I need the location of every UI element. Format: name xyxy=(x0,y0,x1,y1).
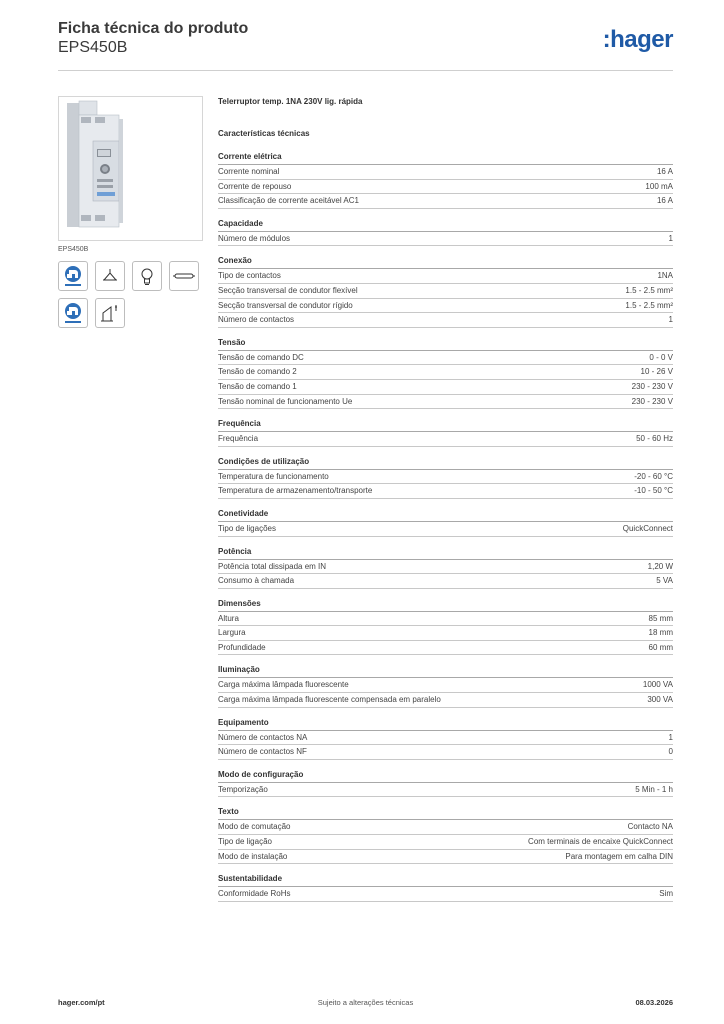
spec-group xyxy=(218,509,673,537)
hager-logo: :hager xyxy=(602,26,673,53)
page-title: Ficha técnica do produto xyxy=(58,20,249,37)
spec-label: Tensão de comando 2 xyxy=(218,367,297,377)
spec-group-title: Capacidade xyxy=(218,219,673,232)
spec-row xyxy=(218,835,673,850)
spec-row xyxy=(218,612,673,627)
spec-row xyxy=(218,313,673,328)
spec-row xyxy=(218,299,673,314)
spec-group xyxy=(218,152,673,209)
spec-value: 10 - 26 V xyxy=(640,367,673,377)
spec-label: Tipo de contactos xyxy=(218,271,281,281)
spec-label: Número de contactos NF xyxy=(218,747,307,757)
spec-row xyxy=(218,470,673,485)
spec-value: 1 xyxy=(668,233,673,243)
spec-label: Tensão de comando 1 xyxy=(218,381,297,391)
spec-label: Temperatura de funcionamento xyxy=(218,471,329,481)
spec-value: 230 - 230 V xyxy=(631,396,673,406)
tech-characteristics-title: Características técnicas xyxy=(218,129,310,138)
spec-row xyxy=(218,380,673,395)
spec-row xyxy=(218,887,673,902)
spec-value: 1,20 W xyxy=(647,561,673,571)
spec-label: Modo de comutação xyxy=(218,822,291,832)
product-image xyxy=(58,96,203,241)
spec-value: 300 VA xyxy=(647,695,673,705)
spec-group-title: Potência xyxy=(218,547,673,560)
spec-label: Carga máxima lâmpada fluorescente xyxy=(218,680,349,690)
spec-value: 60 mm xyxy=(648,642,673,652)
spec-value: 100 mA xyxy=(645,181,673,191)
spec-label: Temperatura de armazenamento/transporte xyxy=(218,486,373,496)
spec-label: Número de contactos NA xyxy=(218,732,308,742)
spec-label: Temporização xyxy=(218,784,268,794)
spec-sheet xyxy=(218,97,673,902)
footer-note: Sujeito a alterações técnicas xyxy=(317,998,414,1007)
spec-value: 1.5 - 2.5 mm² xyxy=(625,285,673,295)
spec-value: 0 - 0 V xyxy=(649,352,673,362)
spec-value: 5 Min - 1 h xyxy=(635,784,673,794)
spec-value: Para montagem em calha DIN xyxy=(565,851,673,861)
spec-row xyxy=(218,395,673,410)
feature-icons xyxy=(58,261,208,328)
spec-group-title: Dimensões xyxy=(218,599,673,612)
spec-group-title: Condições de utilização xyxy=(218,457,673,470)
spec-row xyxy=(218,351,673,366)
spec-value: 50 - 60 Hz xyxy=(636,434,673,444)
spec-value: 1.5 - 2.5 mm² xyxy=(625,300,673,310)
spec-group xyxy=(218,419,673,447)
spec-value: 5 VA xyxy=(656,576,673,586)
quickconnect-icon xyxy=(58,261,88,291)
spec-row xyxy=(218,180,673,195)
spec-label: Carga máxima lâmpada fluorescente compensada em paralelo xyxy=(218,695,441,705)
push-button-icon xyxy=(95,261,125,291)
spec-value: 230 - 230 V xyxy=(631,381,673,391)
spec-group-title: Modo de configuração xyxy=(218,770,673,783)
spec-label: Tensão de comando DC xyxy=(218,352,304,362)
spec-group xyxy=(218,457,673,499)
spec-group xyxy=(218,219,673,247)
spec-group-title: Sustentabilidade xyxy=(218,874,673,887)
spec-label: Tipo de ligação xyxy=(218,837,272,847)
spec-row xyxy=(218,560,673,575)
spec-value: 1 xyxy=(668,315,673,325)
spec-group xyxy=(218,874,673,902)
spec-value: 1 xyxy=(668,732,673,742)
spec-label: Secção transversal de condutor rígido xyxy=(218,300,353,310)
spec-label: Altura xyxy=(218,613,239,623)
spec-group xyxy=(218,547,673,589)
quickconnect-icon xyxy=(58,298,88,328)
spec-group-title: Equipamento xyxy=(218,718,673,731)
spec-row xyxy=(218,678,673,693)
spec-row xyxy=(218,284,673,299)
spec-value: 18 mm xyxy=(648,628,673,638)
spec-value: Contacto NA xyxy=(627,822,673,832)
timer-switch-icon xyxy=(95,298,125,328)
spec-label: Número de contactos xyxy=(218,315,295,325)
spec-group-title: Conexão xyxy=(218,256,673,269)
spec-row xyxy=(218,820,673,835)
spec-row xyxy=(218,731,673,746)
spec-label: Frequência xyxy=(218,434,259,444)
spec-value: 16 A xyxy=(656,167,673,176)
footer-url[interactable]: hager.com/pt xyxy=(58,998,105,1007)
spec-label: Tensão nominal de funcionamento Ue xyxy=(218,396,353,406)
spec-label: Tipo de ligações xyxy=(218,523,276,533)
spec-group-title: Conetividade xyxy=(218,509,673,522)
spec-group xyxy=(218,338,673,409)
spec-label: Corrente de repouso xyxy=(218,181,292,191)
spec-label: Potência total dissipada em IN xyxy=(218,561,327,571)
spec-group xyxy=(218,718,673,760)
spec-group-title: Frequência xyxy=(218,419,673,432)
spec-value: -10 - 50 °C xyxy=(634,486,673,496)
spec-row xyxy=(218,165,673,180)
spec-group xyxy=(218,807,673,864)
spec-label: Número de módulos xyxy=(218,233,291,243)
timer-switch-device-image xyxy=(59,97,202,240)
spec-row xyxy=(218,484,673,499)
spec-label: Corrente nominal xyxy=(218,167,280,176)
spec-value: -20 - 60 °C xyxy=(634,471,673,481)
fluorescent-tube-icon xyxy=(169,261,199,291)
spec-row xyxy=(218,783,673,798)
spec-groups xyxy=(218,152,673,902)
spec-group-title: Texto xyxy=(218,807,673,820)
product-description: Telerruptor temp. 1NA 230V lig. rápida xyxy=(218,97,363,106)
spec-value: Sim xyxy=(659,889,673,899)
spec-row xyxy=(218,232,673,247)
spec-label: Profundidade xyxy=(218,642,266,652)
spec-label: Secção transversal de condutor flexível xyxy=(218,285,358,295)
spec-value: 1000 VA xyxy=(642,680,673,690)
spec-row xyxy=(218,194,673,209)
spec-row xyxy=(218,850,673,865)
footer-date: 08.03.2026 xyxy=(635,998,673,1007)
spec-row xyxy=(218,365,673,380)
spec-row xyxy=(218,745,673,760)
page-header xyxy=(58,20,673,71)
spec-row xyxy=(218,522,673,537)
spec-group-title: Corrente elétrica xyxy=(218,152,673,165)
spec-group xyxy=(218,256,673,327)
spec-row xyxy=(218,693,673,708)
spec-value: QuickConnect xyxy=(622,523,673,533)
spec-row xyxy=(218,641,673,656)
spec-group xyxy=(218,770,673,798)
spec-label: Classificação de corrente aceitável AC1 xyxy=(218,196,359,206)
spec-label: Conformidade RoHs xyxy=(218,889,291,899)
spec-row xyxy=(218,574,673,589)
spec-row xyxy=(218,626,673,641)
spec-value: Com terminais de encaixe QuickConnect xyxy=(528,837,673,847)
image-caption: EPS450B xyxy=(58,246,89,253)
spec-row xyxy=(218,269,673,284)
spec-group xyxy=(218,665,673,707)
lamp-icon xyxy=(132,261,162,291)
spec-group xyxy=(218,599,673,656)
spec-label: Consumo à chamada xyxy=(218,576,295,586)
spec-value: 16 A xyxy=(656,196,673,206)
product-code: EPS450B xyxy=(58,39,128,56)
spec-label: Largura xyxy=(218,628,246,638)
spec-value: 85 mm xyxy=(648,613,673,623)
spec-label: Modo de instalação xyxy=(218,851,288,861)
spec-row xyxy=(218,432,673,447)
spec-value: 0 xyxy=(668,747,673,757)
spec-group-title: Iluminação xyxy=(218,665,673,678)
spec-group-title: Tensão xyxy=(218,338,673,351)
spec-value: 1NA xyxy=(657,271,673,281)
product-media xyxy=(58,96,203,328)
